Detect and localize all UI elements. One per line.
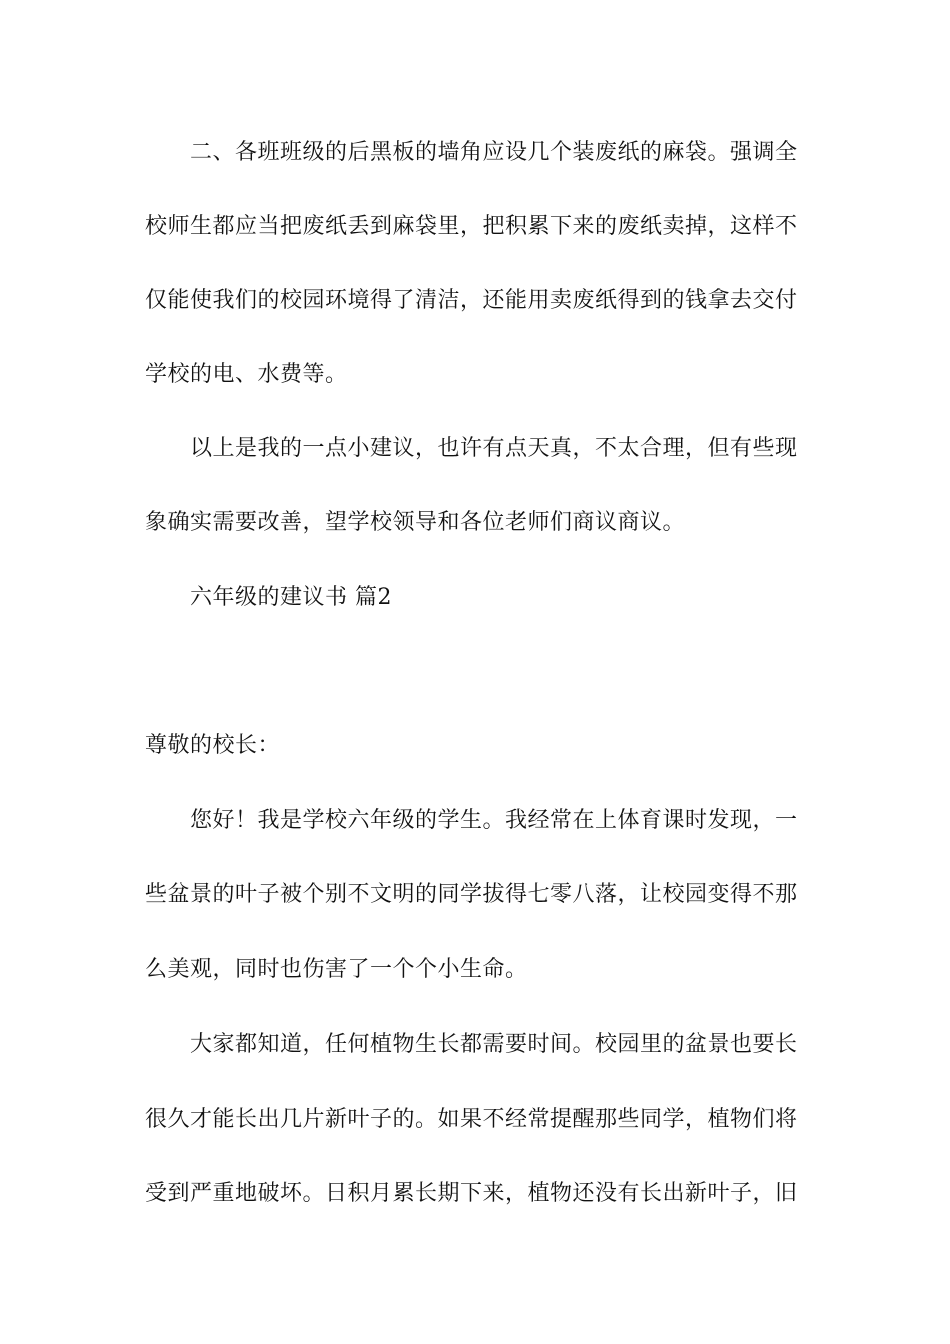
paragraph-line: 二、各班班级的后黑板的墙角应设几个装废纸的麻袋。强调全 <box>190 140 798 165</box>
section-heading: 六年级的建议书 篇2 <box>190 585 392 610</box>
paragraph-line: 仅能使我们的校园环境得了清洁，还能用卖废纸得到的钱拿去交付 <box>145 288 798 313</box>
paragraph-line: 以上是我的一点小建议，也许有点天真，不太合理，但有些现 <box>190 436 798 461</box>
paragraph-line: 您好！我是学校六年级的学生。我经常在上体育课时发现，一 <box>190 808 798 833</box>
paragraph-line: 受到严重地破坏。日积月累长期下来，植物还没有长出新叶子，旧 <box>145 1181 798 1206</box>
paragraph-line: 大家都知道，任何植物生长都需要时间。校园里的盆景也要长 <box>190 1032 798 1057</box>
paragraph-line: 校师生都应当把废纸丢到麻袋里，把积累下来的废纸卖掉，这样不 <box>145 214 798 239</box>
paragraph-line: 么美观，同时也伤害了一个个小生命。 <box>145 957 528 982</box>
paragraph-line: 学校的电、水费等。 <box>145 362 348 387</box>
paragraph-line: 很久才能长出几片新叶子的。如果不经常提醒那些同学，植物们将 <box>145 1107 798 1132</box>
paragraph-line: 些盆景的叶子被个别不文明的同学拔得七零八落，让校园变得不那 <box>145 882 798 907</box>
salutation: 尊敬的校长： <box>145 733 281 758</box>
paragraph-line: 象确实需要改善，望学校领导和各位老师们商议商议。 <box>145 510 686 535</box>
